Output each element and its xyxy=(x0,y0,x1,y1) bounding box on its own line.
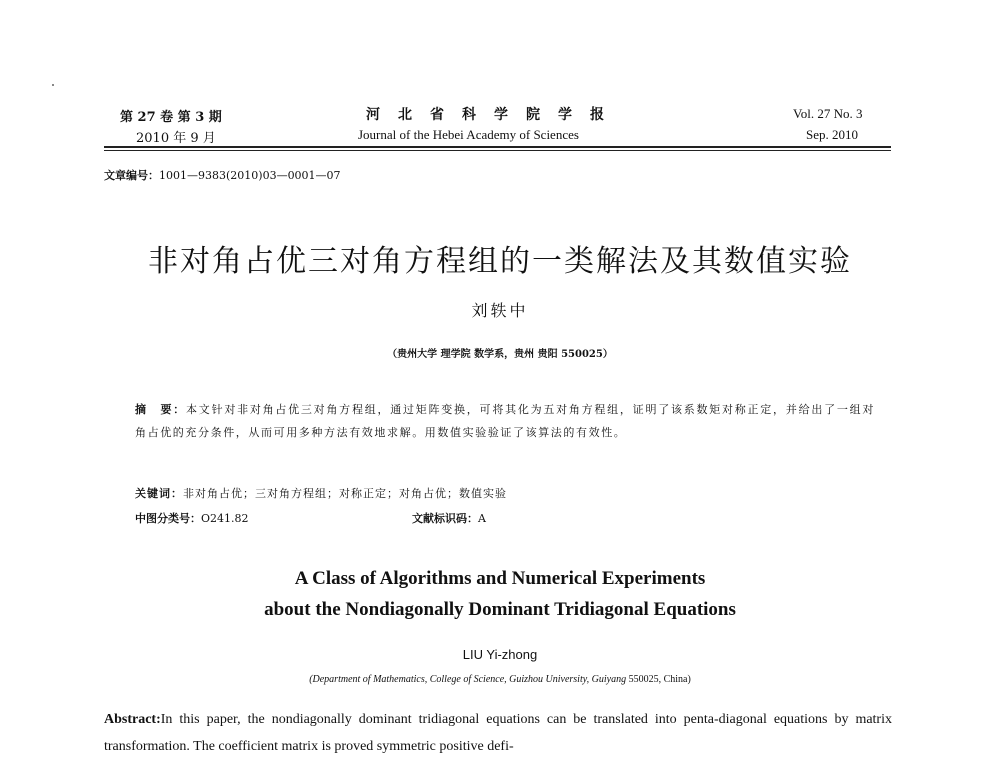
scan-speck xyxy=(52,84,54,86)
paper-title-en-line1: A Class of Algorithms and Numerical Experiments xyxy=(294,568,706,589)
abstract-en xyxy=(104,706,892,760)
clc-value: O241.82 xyxy=(201,512,249,525)
affiliation-en xyxy=(0,674,1000,685)
affiliation-en-italic: (Department of Mathematics, College of Science, Guizhou University, Guiyang xyxy=(309,674,627,685)
article-id-value: 1001—9383(2010)03—0001—07 xyxy=(159,169,341,182)
header-rule-thick xyxy=(104,146,891,148)
doc-code-value: A xyxy=(478,512,486,525)
doc-code-label: 文献标识码： xyxy=(412,512,478,525)
paper-title-en-line2: about the Nondiagonally Dominant Tridiagonal Equations xyxy=(264,599,736,620)
date-en: Sep. 2010 xyxy=(806,127,858,142)
article-id xyxy=(104,167,341,183)
abstract-cn-text: 本文针对非对角占优三对角方程组，通过矩阵变换，可将其化为五对角方程组，证明了该系数矩对称正定，并给出了一组对角占优的充分条件，从而可用多种方法有效地求解。用数值实验验证了该算法的有效性。 xyxy=(135,403,875,439)
volume-issue-en: Vol. 27 No. 3 xyxy=(793,106,863,121)
clc-label: 中图分类号： xyxy=(135,512,201,525)
abstract-en-label: Abstract: xyxy=(104,712,161,727)
document-code xyxy=(412,510,486,526)
abstract-en-text: In this paper, the nondiagonally dominant tridiagonal equations can be translated into penta-diagonal equations by matrix transformation. The coefficient matrix is proved symmetric positive defi- xyxy=(104,712,892,754)
clc-number xyxy=(135,510,249,526)
header-rule-thin xyxy=(104,150,891,151)
abstract-cn-label: 摘 要： xyxy=(135,403,187,416)
keywords-label: 关键词： xyxy=(135,487,183,500)
article-id-label: 文章编号： xyxy=(104,169,159,182)
date-cn: 2010 年 9 月 xyxy=(136,131,216,146)
abstract-cn xyxy=(135,398,875,444)
paper-title-en xyxy=(0,563,1000,625)
affiliation-en-rest: 550025, China) xyxy=(626,674,691,685)
author-cn: 刘轶中 xyxy=(471,301,529,320)
journal-name-en: Journal of the Hebei Academy of Sciences xyxy=(358,127,579,142)
author-en: LIU Yi-zhong xyxy=(462,647,538,662)
journal-name-cn: 河北省科学院学报 xyxy=(366,107,622,123)
volume-issue-cn: 第 27 卷 第 3 期 xyxy=(120,110,222,125)
affiliation-cn: （贵州大学 理学院 数学系，贵州 贵阳 550025） xyxy=(387,349,613,360)
keywords-text: 非对角占优；三对角方程组；对称正定；对角占优；数值实验 xyxy=(183,487,507,500)
keywords xyxy=(135,485,507,501)
paper-title-cn: 非对角占优三对角方程组的一类解法及其数值实验 xyxy=(148,244,852,279)
